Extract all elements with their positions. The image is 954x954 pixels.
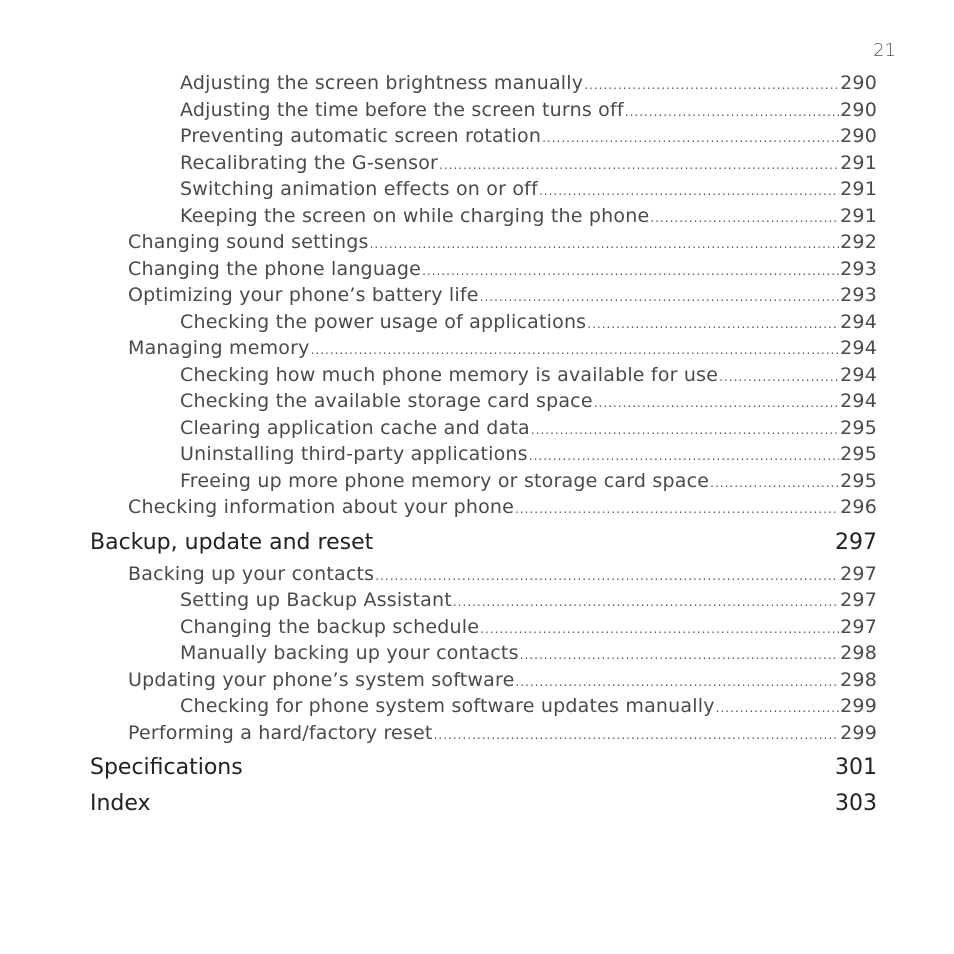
- toc-entry-title: Updating your phone’s system software: [128, 668, 515, 691]
- toc-entry-title: Changing the phone language: [128, 257, 422, 280]
- toc-entry-page: 291: [840, 178, 877, 200]
- toc-entry-page: 294: [840, 363, 877, 386]
- toc-dot-leader: [584, 72, 839, 99]
- toc-dot-leader: [531, 417, 839, 444]
- toc-dot-leader: [370, 231, 840, 258]
- toc-entry-page: 297: [840, 589, 877, 611]
- toc-entry-page: 291: [840, 151, 877, 174]
- toc-dot-leader: [719, 364, 839, 391]
- toc-entry[interactable]: [90, 309, 877, 336]
- toc-entry-page: 295: [840, 443, 877, 465]
- toc-entry-page: 291: [840, 204, 877, 227]
- toc-chapter-page: 301: [835, 755, 877, 780]
- toc-chapter-backup[interactable]: [90, 525, 877, 561]
- toc-entry-title: Checking for phone system software updates manually: [180, 695, 715, 717]
- toc-entry[interactable]: [90, 123, 877, 150]
- toc-entry-title: Changing sound settings: [128, 231, 369, 253]
- toc-dot-leader: [480, 616, 839, 643]
- toc-entry-page: 296: [840, 496, 877, 518]
- toc-entry-page: 299: [840, 695, 877, 717]
- toc-dot-leader: [587, 311, 839, 338]
- toc-entry[interactable]: [90, 415, 877, 442]
- toc-dot-leader: [439, 152, 839, 179]
- toc-dot-leader: [422, 258, 839, 285]
- toc-entry[interactable]: [90, 441, 877, 468]
- toc-dot-leader: [716, 695, 839, 722]
- toc-entry[interactable]: [90, 640, 877, 667]
- toc-entry-page: 295: [840, 469, 877, 492]
- toc-entry-title: Checking the available storage card space: [180, 390, 593, 412]
- toc-chapter-title: Backup, update and reset: [90, 529, 374, 555]
- toc-dot-leader: [311, 337, 840, 364]
- toc-entry-title: Managing memory: [128, 337, 310, 359]
- toc-section-backup: [90, 561, 877, 747]
- toc-entry-title: Checking the power usage of applications: [180, 310, 587, 333]
- toc-entry-title: Adjusting the screen brightness manually: [180, 72, 584, 94]
- toc-dot-leader: [710, 470, 839, 497]
- toc-section-top: [90, 70, 877, 521]
- toc-entry-title: Adjusting the time before the screen turns off: [180, 98, 624, 121]
- toc-entry-title: Backing up your contacts: [128, 562, 375, 585]
- toc-dot-leader: [625, 99, 839, 126]
- toc-entry-page: 293: [840, 257, 877, 280]
- toc-entry-page: 294: [840, 310, 877, 333]
- toc-dot-leader: [453, 589, 839, 616]
- toc-dot-leader: [434, 722, 840, 749]
- toc-entry[interactable]: [90, 693, 877, 720]
- toc-entry[interactable]: [90, 335, 877, 362]
- toc-entry[interactable]: [90, 176, 877, 203]
- toc-dot-leader: [520, 642, 839, 669]
- toc-entry-title: Manually backing up your contacts: [180, 642, 519, 664]
- toc-entry[interactable]: [90, 494, 877, 521]
- toc-chapter-title: Index: [90, 791, 151, 816]
- toc-chapter-page: 303: [835, 791, 877, 816]
- toc-entry-title: Clearing application cache and data: [180, 416, 530, 439]
- toc-dot-leader: [515, 496, 839, 523]
- toc-chapter-specifications[interactable]: [90, 750, 877, 786]
- toc-entry[interactable]: [90, 468, 877, 495]
- toc-entry-title: Checking information about your phone: [128, 496, 515, 518]
- toc-entry-page: 290: [840, 98, 877, 121]
- toc-entry[interactable]: [90, 203, 877, 230]
- toc-entry-title: Optimizing your phone’s battery life: [128, 284, 479, 306]
- toc-entry-title: Changing the backup schedule: [180, 615, 480, 638]
- toc-dot-leader: [529, 443, 839, 470]
- toc-entry[interactable]: [90, 561, 877, 588]
- toc-entry-title: Switching animation effects on or off: [180, 178, 538, 200]
- toc-entry-title: Performing a hard/factory reset: [128, 721, 433, 744]
- toc-dot-leader: [375, 563, 839, 590]
- toc-entry[interactable]: [90, 388, 877, 415]
- toc-entry-page: 290: [840, 72, 877, 94]
- toc-entry-title: Setting up Backup Assistant: [180, 589, 452, 611]
- toc-entry-title: Freeing up more phone memory or storage card space: [180, 469, 710, 492]
- toc-dot-leader: [480, 284, 839, 311]
- toc-entry-page: 294: [840, 390, 877, 412]
- page-number: 21: [873, 40, 896, 61]
- toc-dot-leader: [594, 390, 839, 417]
- toc-entry-title: Uninstalling third-party applications: [180, 443, 528, 465]
- toc-entry[interactable]: [90, 362, 877, 389]
- toc-chapter-title: Specifications: [90, 755, 243, 780]
- toc-entry-title: Keeping the screen on while charging the phone: [180, 204, 650, 227]
- toc-entry-page: 298: [840, 642, 877, 664]
- toc-entry-title: Preventing automatic screen rotation: [180, 125, 542, 147]
- toc-entry-page: 299: [840, 721, 877, 744]
- toc-entry-page: 293: [840, 284, 877, 306]
- toc-entry[interactable]: [90, 97, 877, 124]
- table-of-contents: [90, 70, 877, 822]
- toc-chapter-index[interactable]: [90, 786, 877, 822]
- toc-dot-leader: [515, 669, 839, 696]
- toc-entry[interactable]: [90, 282, 877, 309]
- toc-entry-page: 294: [840, 337, 877, 359]
- toc-entry-page: 297: [840, 615, 877, 638]
- toc-entry[interactable]: [90, 150, 877, 177]
- toc-dot-leader: [539, 178, 839, 205]
- toc-entry[interactable]: [90, 70, 877, 97]
- toc-entry-title: Checking how much phone memory is available for use: [180, 363, 719, 386]
- toc-dot-leader: [650, 205, 839, 232]
- toc-entry[interactable]: [90, 229, 877, 256]
- toc-entry[interactable]: [90, 667, 877, 694]
- toc-entry-title: Recalibrating the G-sensor: [180, 151, 439, 174]
- toc-chapter-page: 297: [835, 529, 877, 555]
- toc-dot-leader: [542, 125, 839, 152]
- toc-entry[interactable]: [90, 587, 877, 614]
- toc-entry-page: 297: [840, 562, 877, 585]
- toc-entry-page: 292: [840, 231, 877, 253]
- toc-entry-page: 298: [840, 668, 877, 691]
- toc-entry-page: 290: [840, 125, 877, 147]
- toc-entry[interactable]: [90, 256, 877, 283]
- toc-entry[interactable]: [90, 614, 877, 641]
- toc-entry-page: 295: [840, 416, 877, 439]
- toc-entry[interactable]: [90, 720, 877, 747]
